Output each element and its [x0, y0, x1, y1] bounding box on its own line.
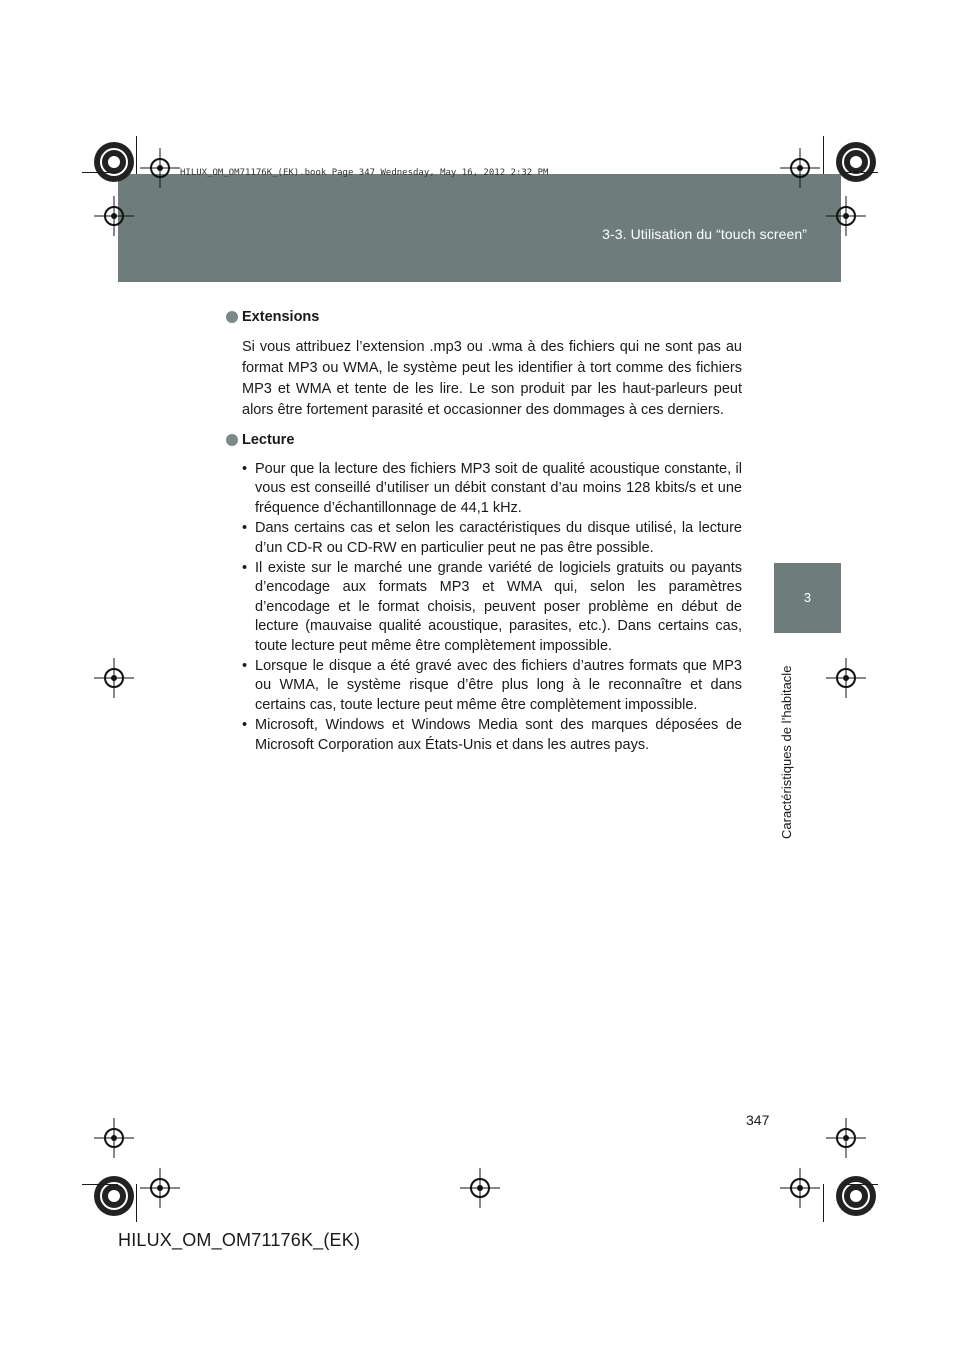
lecture-section — [226, 430, 742, 755]
list-bullet: • — [242, 520, 248, 537]
header-band — [118, 174, 841, 282]
crop-line — [842, 172, 878, 173]
list-bullet: • — [242, 461, 248, 477]
list-item — [242, 519, 742, 558]
crosshair-mark-icon — [140, 1168, 180, 1208]
print-info-line: HILUX_OM_OM71176K_(EK).book Page 347 Wednesday, May 16, 2012 2:32 PM — [180, 168, 549, 178]
document-code: HILUX_OM_OM71176K_(EK) — [118, 1230, 361, 1250]
crosshair-mark-icon — [140, 148, 180, 188]
lecture-heading-text: Lecture — [242, 432, 295, 448]
list-bullet: • — [242, 658, 248, 675]
crop-line — [136, 136, 137, 174]
crosshair-mark-icon — [780, 148, 820, 188]
registration-mark-icon — [832, 1172, 880, 1220]
crosshair-mark-icon — [94, 196, 134, 236]
registration-mark-icon — [90, 1172, 138, 1220]
chapter-tab: 3 — [774, 563, 841, 633]
list-item-text: Dans certains cas et selon les caractéristiques du disque utilisé, la lecture d’un CD-R ou CD-RW en particulier peut ne pas être possible. — [255, 520, 742, 556]
extensions-section — [226, 307, 742, 421]
bullet-dot-icon — [226, 311, 238, 323]
list-item-text: Pour que la lecture des fichiers MP3 soit de qualité acoustique constante, il vous est conseillé d’utiliser un débit constant d’au moins 128 kbits/s et une fréquence d’échantillonnage de 44,1 kHz. — [255, 461, 742, 516]
crosshair-mark-icon — [826, 196, 866, 236]
registration-mark-icon — [832, 138, 880, 186]
crop-line — [82, 172, 118, 173]
list-item — [242, 716, 742, 755]
registration-mark-icon — [90, 138, 138, 186]
section-title: 3-3. Utilisation du “touch screen” — [602, 226, 807, 242]
crosshair-mark-icon — [460, 1168, 500, 1208]
list-item-text: Il existe sur le marché une grande variété de logiciels gratuits ou payants d’encodage aux formats MP3 et WMA qui, selon les paramètres d’encodage et le format choisis, peuvent poser problème en début de lecture (mauvaise qualité acoustique, parasites, etc.). Dans certains cas, toute lecture peut même être complètement impossible. — [255, 560, 742, 654]
crosshair-mark-icon — [780, 1168, 820, 1208]
list-item-text: Microsoft, Windows et Windows Media sont des marques déposées de Microsoft Corporation aux États-Unis et dans les autres pays. — [255, 717, 742, 753]
main-content — [226, 307, 742, 755]
list-item — [242, 460, 742, 518]
list-bullet: • — [242, 717, 248, 734]
list-bullet: • — [242, 560, 248, 577]
crosshair-mark-icon — [94, 658, 134, 698]
crop-line — [823, 1184, 824, 1222]
list-item — [242, 657, 742, 715]
crop-line — [82, 1184, 118, 1185]
extensions-heading-text: Extensions — [242, 309, 320, 325]
crop-line — [823, 136, 824, 174]
lecture-heading — [226, 430, 742, 451]
crop-line — [136, 1184, 137, 1222]
chapter-title: Caractéristiques de l’habitacle — [779, 665, 794, 839]
list-item — [242, 559, 742, 656]
list-item-text: Lorsque le disque a été gravé avec des fichiers d’autres formats que MP3 ou WMA, le système risque d’être plus long à le reconnaître et dans certains cas, toute lecture peut même être complètement impossible. — [255, 658, 742, 713]
extensions-heading — [226, 307, 742, 328]
page-number: 347 — [746, 1112, 770, 1128]
extensions-text: Si vous attribuez l’extension .mp3 ou .wma à des fichiers qui ne sont pas au format MP3 ou WMA, le système peut les identifier à tort comme des fichiers MP3 et WMA et tente de les lire. Le son produit par les haut-parleurs peut alors être fortement parasité et occasionner des dommages à ces derniers. — [242, 339, 742, 418]
crosshair-mark-icon — [94, 1118, 134, 1158]
crosshair-mark-icon — [826, 658, 866, 698]
crosshair-mark-icon — [826, 1118, 866, 1158]
bullet-dot-icon — [226, 434, 238, 446]
crop-line — [842, 1184, 878, 1185]
lecture-list — [242, 460, 742, 755]
